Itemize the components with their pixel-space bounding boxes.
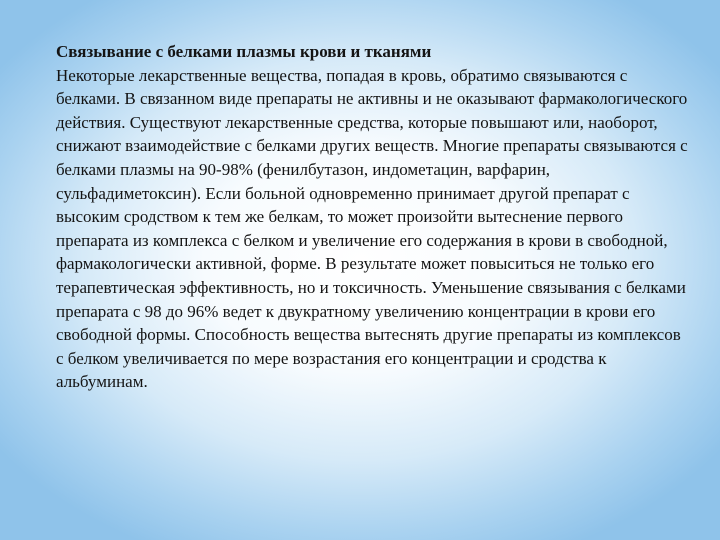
slide-body-text: Некоторые лекарственные вещества, попадая в кровь, обратимо связываются с белками. В связанном виде препараты не активны и не оказывают фармакологического действия. Существуют лекарственные средства, которые повышают или, наоборот, снижают взаимодействие с белками других веществ. Многие препараты связываются с белками плазмы на 90-98% (фенилбутазон, индометацин, варфарин, сульфадиметоксин). Если больной одновременно принимает другой препарат с высоким сродством к тем же белкам, то может произойти вытеснение первого препарата из комплекса с белком и увеличение его содержания в крови в свободной, фармакологически активной, форме. В результате может повыситься не только его терапевтическая эффективность, но и токсичность. Уменьшение связывания с белками препарата с 98 до 96% ведет к двукратному увеличению концентрации в крови его свободной формы. Способность вещества вытеснять другие препараты из комплексов с белком увеличивается по мере возрастания его концентрации и сродства к альбуминам. bbox=[56, 65, 688, 392]
slide-content bbox=[56, 40, 692, 394]
slide-heading: Связывание с белками плазмы крови и тканями bbox=[56, 42, 432, 61]
